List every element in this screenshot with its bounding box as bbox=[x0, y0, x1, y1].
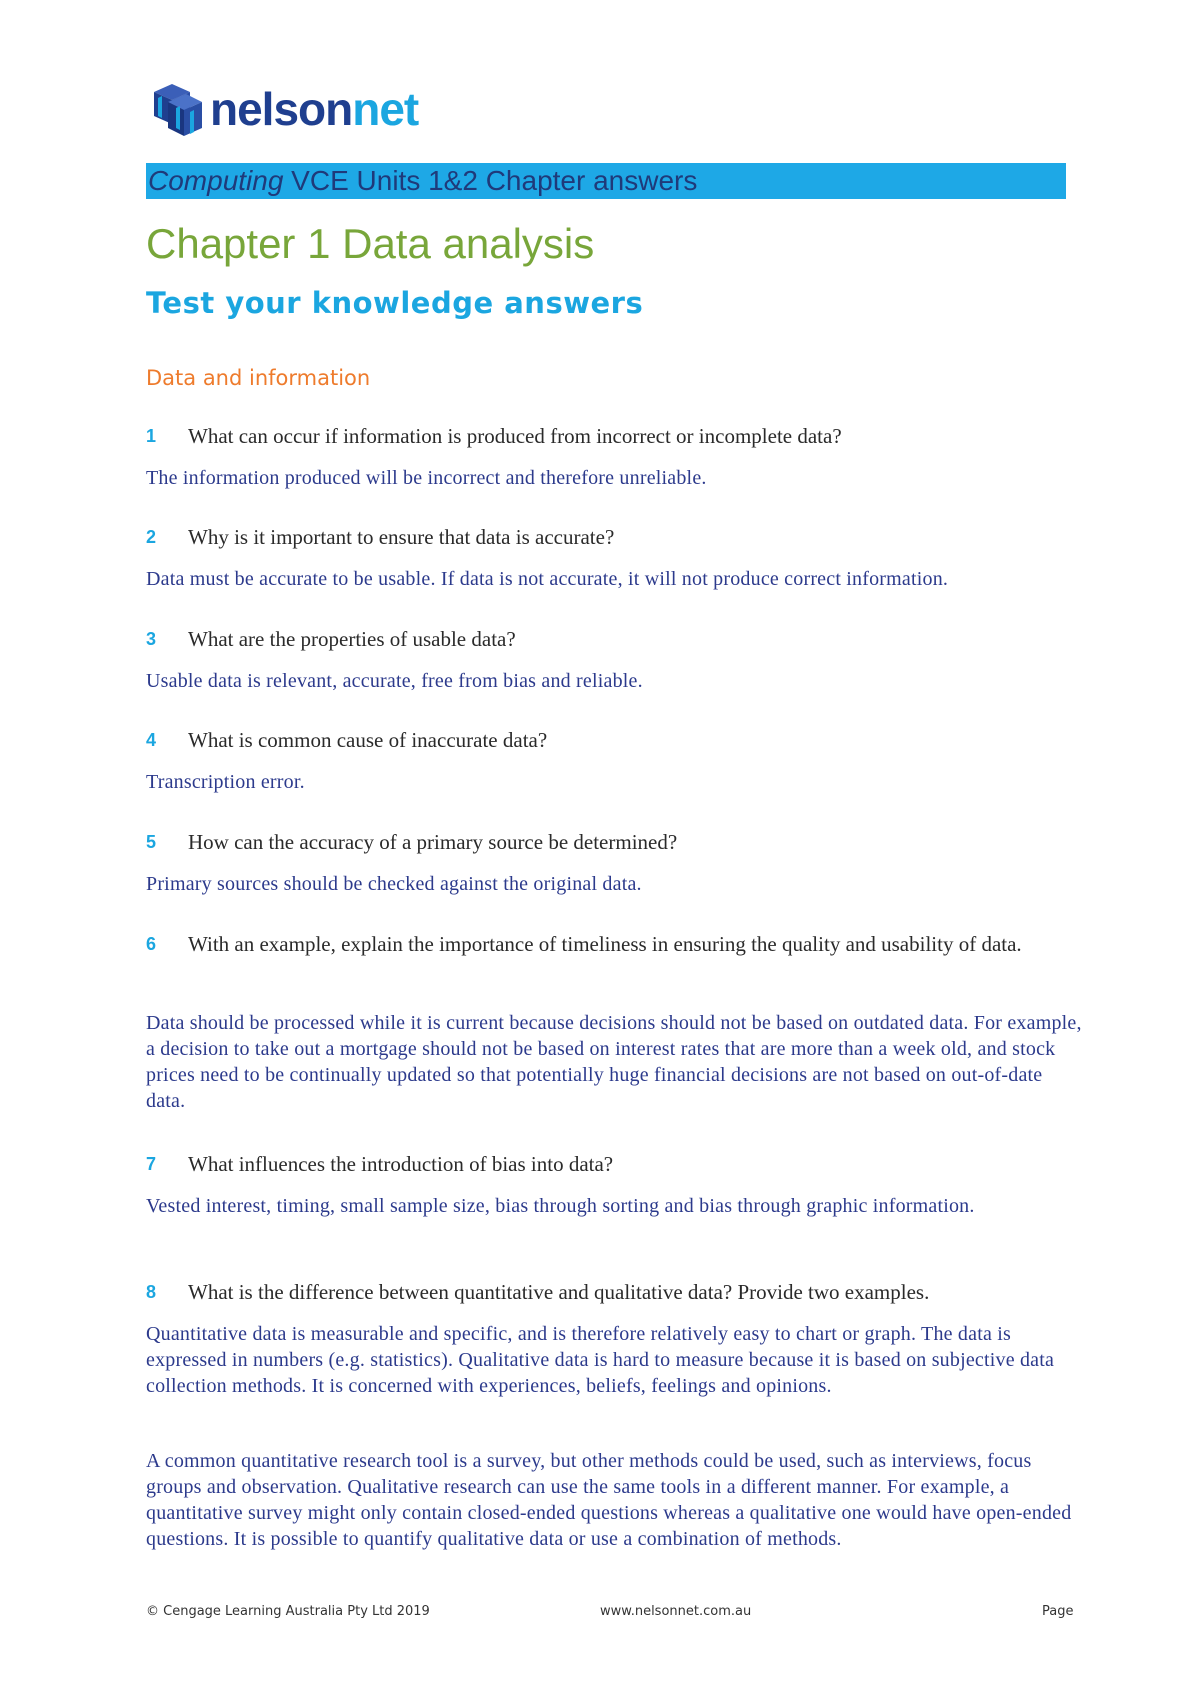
page-subtitle: Test your knowledge answers bbox=[146, 286, 644, 320]
footer-url[interactable]: www.nelsonnet.com.au bbox=[600, 1604, 752, 1619]
footer-copyright: © Cengage Learning Australia Pty Ltd 2019 bbox=[146, 1604, 430, 1619]
question-text: With an example, explain the importance of timeliness in ensuring the quality and usability of data. bbox=[188, 932, 1022, 956]
answer-8-continued: A common quantitative research tool is a survey, but other methods could be used, such as interviews, focus groups and observation. Qualitative research can use the same tools in a different manner. For example, a quantitative survey might only contain closed-ended questions whereas a qualitative one would have open-ended questions. It is possible to quantify qualitative data or use a combination of methods. bbox=[146, 1450, 1072, 1550]
question-text: Why is it important to ensure that data is accurate? bbox=[188, 525, 615, 549]
question-number: 2 bbox=[146, 527, 157, 547]
question-5 bbox=[146, 823, 1086, 861]
question-1 bbox=[146, 417, 1086, 455]
question-2 bbox=[146, 518, 1086, 556]
footer-page: Page bbox=[1042, 1604, 1074, 1619]
question-text: What are the properties of usable data? bbox=[188, 627, 516, 651]
question-number: 3 bbox=[146, 629, 157, 649]
question-text: What is common cause of inaccurate data? bbox=[188, 728, 548, 752]
section-heading: Data and information bbox=[146, 366, 371, 390]
answer-6: Data should be processed while it is current because decisions should not be based on outdated data. For example, a decision to take out a mortgage should not be based on interest rates that are more than a week old, and stock prices need to be continually updated so that potentially huge financial decisions are not based on out-of-date data. bbox=[146, 1012, 1082, 1112]
question-text: What is the difference between quantitative and qualitative data? Provide two examples. bbox=[188, 1280, 930, 1304]
answer-2: Data must be accurate to be usable. If data is not accurate, it will not produce correct information. bbox=[146, 568, 949, 590]
question-7 bbox=[146, 1145, 1086, 1183]
question-number: 6 bbox=[146, 934, 157, 954]
question-3 bbox=[146, 620, 1086, 658]
answer-8: Quantitative data is measurable and specific, and is therefore relatively easy to chart or graph. The data is expressed in numbers (e.g. statistics). Qualitative data is hard to measure because it is based on subjective data collection methods. It is concerned with experiences, beliefs, feelings and opinions. bbox=[146, 1323, 1055, 1397]
answer-3: Usable data is relevant, accurate, free from bias and reliable. bbox=[146, 670, 643, 692]
logo-wordmark: nelsonnet bbox=[210, 83, 419, 135]
answer-7: Vested interest, timing, small sample size, bias through sorting and bias through graphic information. bbox=[146, 1195, 975, 1217]
question-text: What can occur if information is produced from incorrect or incomplete data? bbox=[188, 424, 842, 448]
question-number: 1 bbox=[146, 426, 157, 446]
chapter-title: Chapter 1 Data analysis bbox=[146, 220, 595, 267]
question-text: How can the accuracy of a primary source be determined? bbox=[188, 830, 678, 854]
question-number: 4 bbox=[146, 730, 157, 750]
question-4 bbox=[146, 721, 1086, 759]
question-number: 8 bbox=[146, 1282, 157, 1302]
question-6 bbox=[146, 925, 1086, 963]
question-number: 5 bbox=[146, 832, 157, 852]
nelsonnet-logo bbox=[150, 78, 418, 140]
banner-title: Computing VCE Units 1&2 Chapter answers bbox=[148, 165, 698, 196]
answer-1: The information produced will be incorrect and therefore unreliable. bbox=[146, 467, 707, 489]
question-8 bbox=[146, 1273, 1086, 1311]
question-number: 7 bbox=[146, 1154, 157, 1174]
answer-4: Transcription error. bbox=[146, 771, 305, 793]
question-text: What influences the introduction of bias into data? bbox=[188, 1152, 614, 1176]
nelsonnet-cube-icon bbox=[150, 78, 204, 140]
answer-5: Primary sources should be checked against the original data. bbox=[146, 873, 642, 895]
